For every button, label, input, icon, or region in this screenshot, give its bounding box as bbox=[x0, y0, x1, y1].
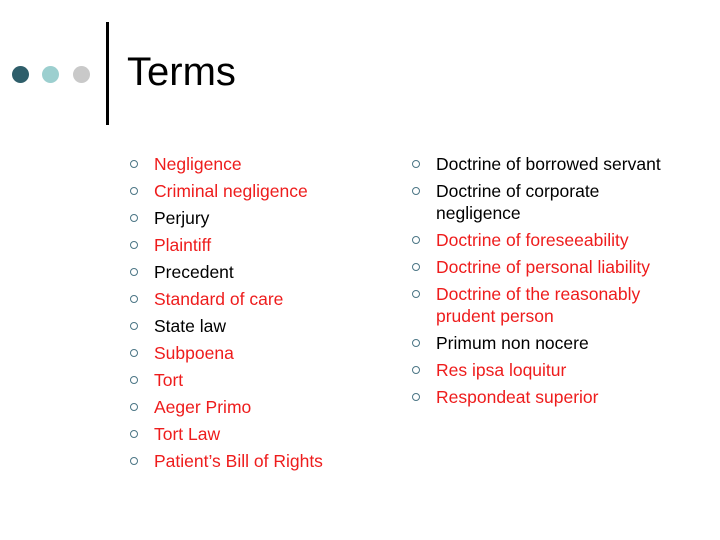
bullet-icon bbox=[412, 393, 420, 401]
term-list-item bbox=[412, 180, 667, 224]
term-label: Precedent bbox=[154, 262, 234, 282]
term-list-item bbox=[412, 283, 667, 327]
decorative-dot-teal bbox=[42, 66, 59, 83]
term-label: Standard of care bbox=[154, 289, 284, 309]
term-list-item bbox=[130, 207, 380, 229]
decorative-dot-gray bbox=[73, 66, 90, 83]
term-list-item bbox=[130, 342, 380, 364]
bullet-icon bbox=[130, 430, 138, 438]
term-list-item bbox=[130, 396, 380, 418]
bullet-icon bbox=[130, 457, 138, 465]
term-list-item bbox=[130, 261, 380, 283]
term-list-item bbox=[412, 332, 667, 354]
bullet-icon bbox=[130, 376, 138, 384]
bullet-icon bbox=[412, 236, 420, 244]
bullet-icon bbox=[130, 187, 138, 195]
title-divider bbox=[106, 22, 109, 125]
bullet-icon bbox=[412, 263, 420, 271]
term-label: Doctrine of the reasonably prudent person bbox=[436, 284, 641, 326]
terms-list-right bbox=[412, 153, 667, 413]
terms-list-left bbox=[130, 153, 380, 477]
term-list-item bbox=[130, 315, 380, 337]
term-label: Patient’s Bill of Rights bbox=[154, 451, 323, 471]
term-list-item bbox=[130, 423, 380, 445]
bullet-icon bbox=[412, 366, 420, 374]
bullet-icon bbox=[130, 160, 138, 168]
term-label: Plaintiff bbox=[154, 235, 212, 255]
bullet-icon bbox=[130, 349, 138, 357]
slide-title: Terms bbox=[127, 50, 236, 94]
term-list-item bbox=[130, 450, 380, 472]
term-label: Criminal negligence bbox=[154, 181, 308, 201]
term-label: Doctrine of corporate negligence bbox=[436, 181, 600, 223]
term-list-item bbox=[130, 234, 380, 256]
term-list-item bbox=[412, 153, 667, 175]
term-label: Aeger Primo bbox=[154, 397, 252, 417]
bullet-icon bbox=[130, 403, 138, 411]
term-list-item bbox=[130, 153, 380, 175]
decorative-dot-dark bbox=[12, 66, 29, 83]
bullet-icon bbox=[130, 295, 138, 303]
bullet-icon bbox=[412, 160, 420, 168]
term-list-item bbox=[130, 180, 380, 202]
term-list-item bbox=[130, 288, 380, 310]
term-list-item bbox=[412, 229, 667, 251]
term-label: Tort Law bbox=[154, 424, 221, 444]
term-label: Negligence bbox=[154, 154, 242, 174]
bullet-icon bbox=[130, 214, 138, 222]
bullet-icon bbox=[130, 241, 138, 249]
term-label: Doctrine of borrowed servant bbox=[436, 154, 661, 174]
term-list-item bbox=[412, 359, 667, 381]
bullet-icon bbox=[130, 268, 138, 276]
term-label: Respondeat superior bbox=[436, 387, 599, 407]
term-list-item bbox=[412, 256, 667, 278]
term-label: State law bbox=[154, 316, 226, 336]
term-label: Perjury bbox=[154, 208, 210, 228]
term-label: Subpoena bbox=[154, 343, 234, 363]
bullet-icon bbox=[412, 187, 420, 195]
bullet-icon bbox=[412, 290, 420, 298]
term-label: Tort bbox=[154, 370, 184, 390]
bullet-icon bbox=[412, 339, 420, 347]
term-label: Primum non nocere bbox=[436, 333, 589, 353]
term-label: Res ipsa loquitur bbox=[436, 360, 567, 380]
bullet-icon bbox=[130, 322, 138, 330]
term-label: Doctrine of foreseeability bbox=[436, 230, 629, 250]
term-list-item bbox=[412, 386, 667, 408]
term-list-item bbox=[130, 369, 380, 391]
term-label: Doctrine of personal liability bbox=[436, 257, 650, 277]
